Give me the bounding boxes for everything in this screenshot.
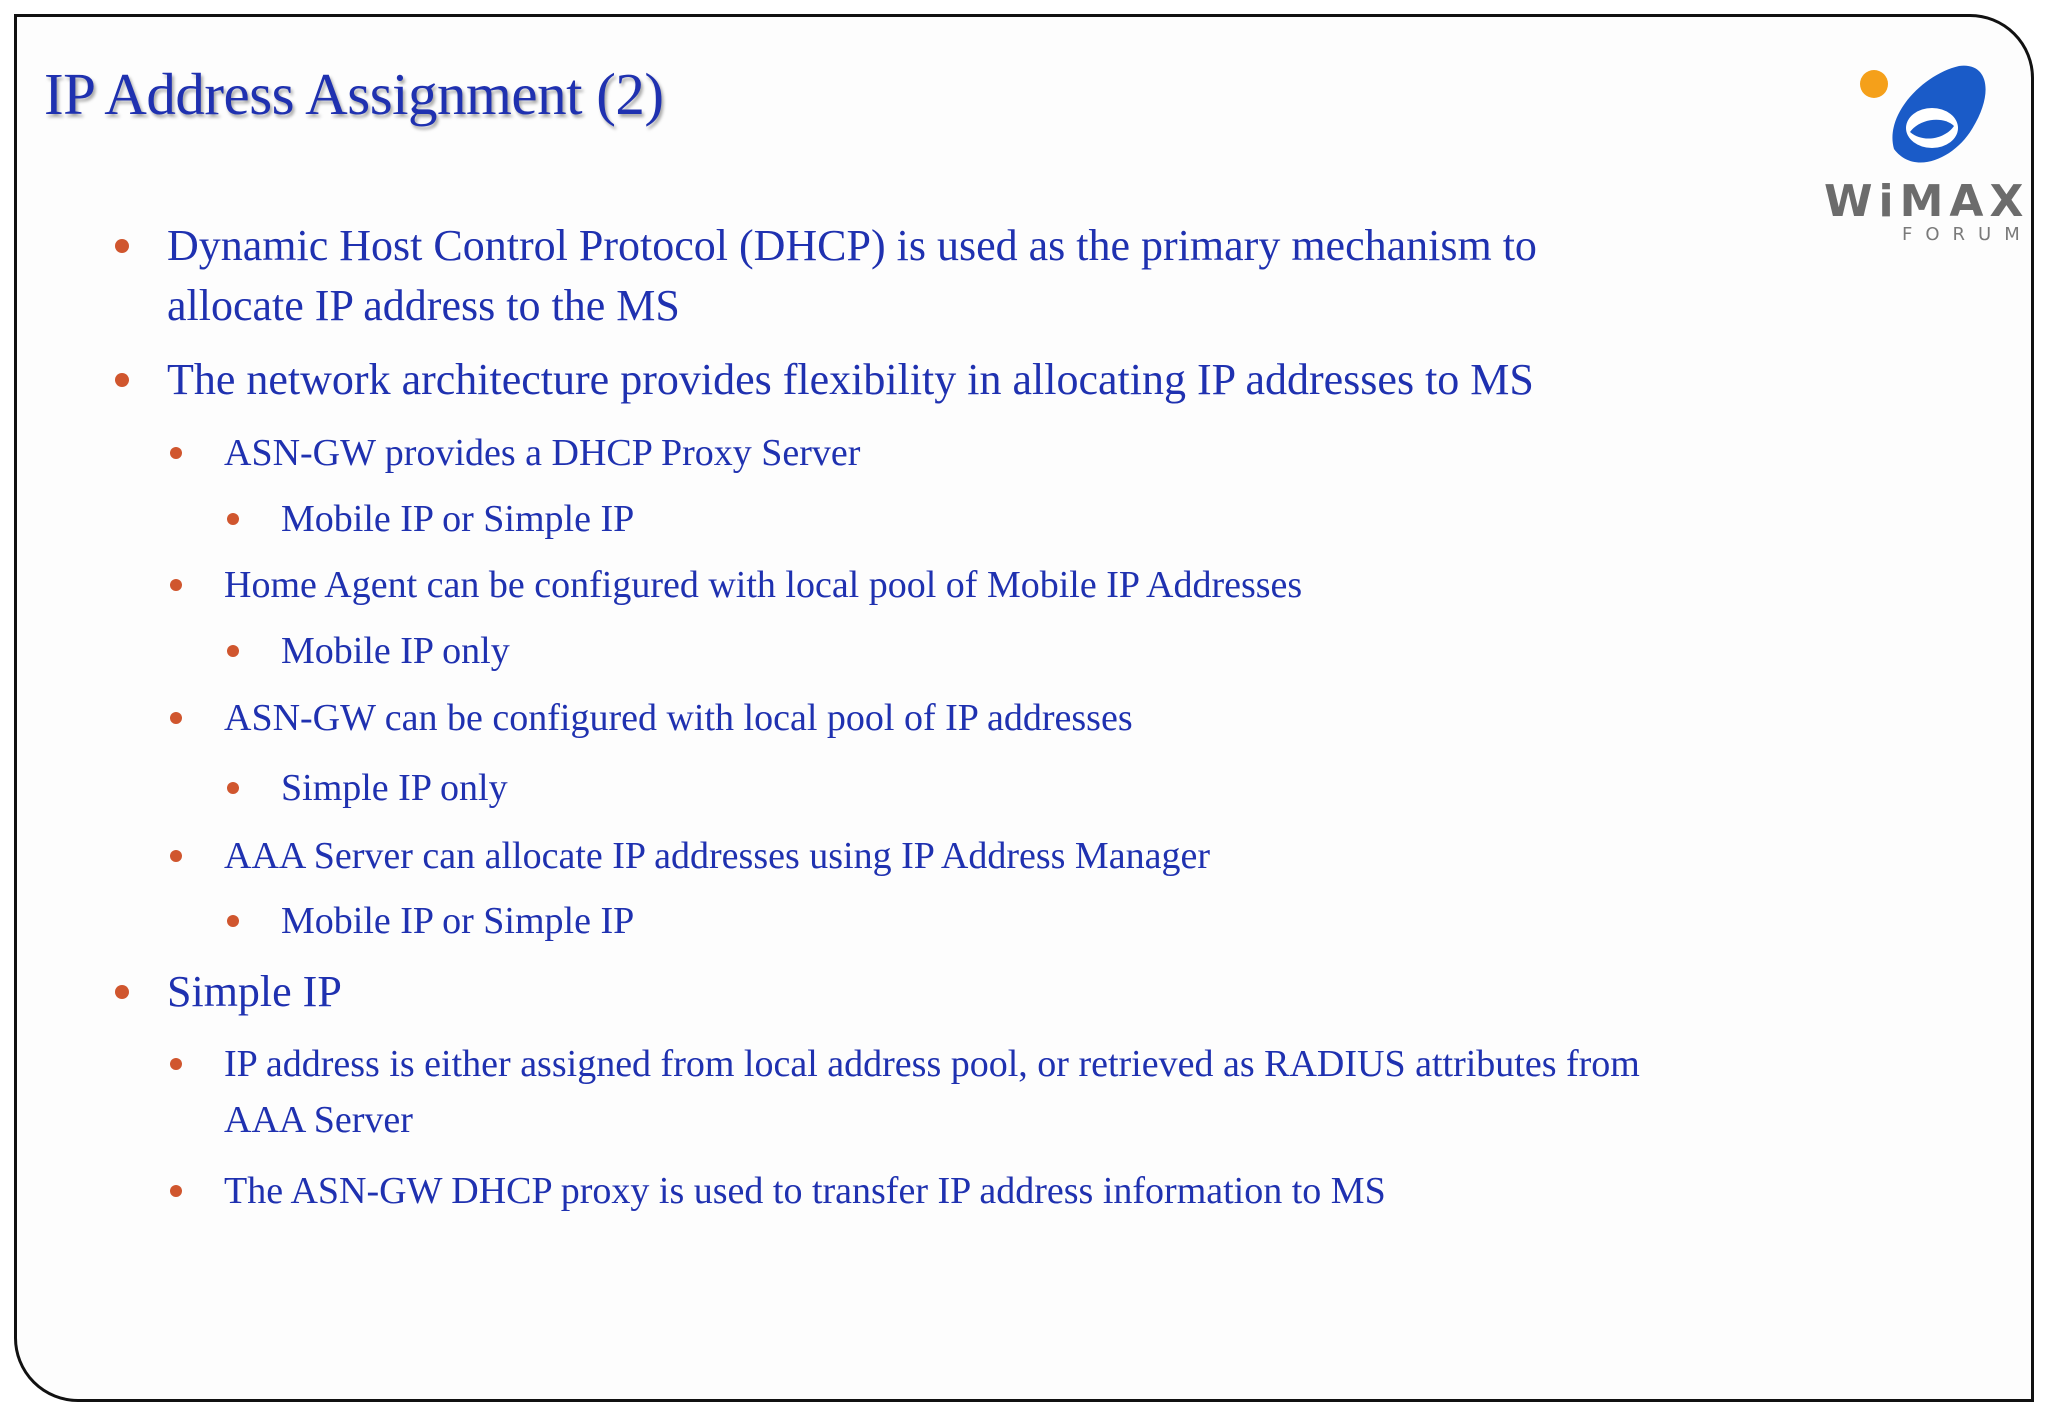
bullet-dot [115, 985, 129, 999]
bullet-home-agent [224, 557, 1302, 613]
bullet-dot [170, 1185, 182, 1197]
bullet-mobile-or-simple-1 [281, 491, 634, 547]
bullet-simple-ip [167, 962, 342, 1022]
bullet-ip-address-assigned [224, 1036, 1640, 1148]
bullet-simple-ip-only [281, 760, 508, 816]
bullet-dot [115, 239, 129, 253]
bullet-text: ASN-GW can be configured with local pool of IP addresses [224, 697, 1133, 739]
bullet-text: Simple IP only [281, 767, 508, 809]
bullet-mobile-ip-only [281, 623, 510, 679]
bullet-text: Mobile IP only [281, 630, 510, 672]
bullet-text: Mobile IP or Simple IP [281, 900, 635, 942]
bullet-text: ASN-GW provides a DHCP Proxy Server [224, 432, 861, 474]
bullet-text-continued: allocate IP address to the MS [167, 281, 680, 330]
bullet-dot [170, 1058, 182, 1070]
bullet-dhcp-primary [167, 216, 1537, 336]
bullet-text: AAA Server can allocate IP addresses using IP Address Manager [224, 835, 1210, 877]
bullet-dhcp-proxy-transfer [224, 1163, 1386, 1219]
bullet-dot [227, 782, 239, 794]
slide-title: IP Address Assignment (2) [44, 61, 664, 127]
bullet-dot [227, 645, 239, 657]
bullet-text: Simple IP [167, 967, 342, 1016]
logo-wordmark: WiMAX [1824, 176, 2030, 227]
bullet-dot [115, 373, 129, 387]
bullet-dot [170, 850, 182, 862]
bullet-mobile-or-simple-2 [281, 893, 634, 949]
logo-subtext: FORUM [1902, 224, 2033, 245]
bullet-aaa-server [224, 828, 1210, 884]
bullet-text: Home Agent can be configured with local pool of Mobile IP Addresses [224, 564, 1303, 606]
bullet-dot [170, 712, 182, 724]
bullet-dot [227, 915, 239, 927]
bullet-text: The network architecture provides flexibility in allocating IP addresses to MS [167, 355, 1534, 404]
bullet-dot [170, 579, 182, 591]
bullet-text: Dynamic Host Control Protocol (DHCP) is used as the primary mechanism to [167, 221, 1537, 270]
bullet-text-continued: AAA Server [224, 1099, 413, 1141]
bullet-text: IP address is either assigned from local address pool, or retrieved as RADIUS attributes from [224, 1043, 1640, 1085]
bullet-asn-gw-pool [224, 690, 1133, 746]
bullet-dot [227, 513, 239, 525]
bullet-network-architecture [167, 350, 1534, 410]
bullet-text: Mobile IP or Simple IP [281, 498, 635, 540]
bullet-dot [170, 447, 182, 459]
bullet-text: The ASN-GW DHCP proxy is used to transfer IP address information to MS [224, 1170, 1386, 1212]
bullet-asn-gw-proxy [224, 425, 860, 481]
